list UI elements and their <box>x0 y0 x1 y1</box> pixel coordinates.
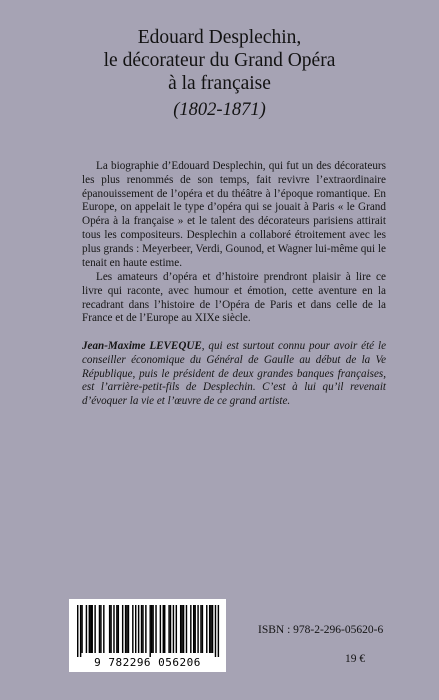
barcode-bar <box>151 605 152 653</box>
barcode-bar <box>212 605 213 653</box>
barcode-bar <box>138 605 139 653</box>
description-paragraph-2 <box>82 271 386 326</box>
description-text-2: Les amateurs d’opéra et d’histoire prendront plaisir à lire ce livre qui raconte, avec humour et émotion, cette aventure en la recadrant dans l’histoire de l’Opéra de Paris et dans celle de la France et de l’Europe au XIXe siècle. <box>82 271 386 325</box>
barcode-bar <box>180 605 181 653</box>
barcode-bar <box>190 605 191 653</box>
barcode-bar <box>125 605 126 653</box>
barcode-bar <box>150 605 151 657</box>
barcode-bar <box>109 605 110 653</box>
barcode-bar <box>183 605 184 653</box>
title-dates: (1802-1871) <box>173 100 266 120</box>
barcode-bar <box>100 605 101 653</box>
barcode-bar <box>200 605 201 653</box>
barcode-bar <box>206 605 207 653</box>
barcode-digits: 9 782296 056206 <box>94 656 201 669</box>
barcode-bar <box>116 605 117 653</box>
barcode-bar <box>113 605 114 653</box>
barcode-bar <box>132 605 133 653</box>
barcode-bar <box>89 605 90 653</box>
description-text-1: La biographie d’Edouard Desplechin, qui fut un des décorateurs les plus renommés de son temps, fait revivre l’extraordinaire épanouissement de l’opéra et du théâtre à l’époque romantique. En Europe, on appelait le type d’opéra qui se jouait à Paris « le Grand Opéra à la française » et le talent des décorateurs parisiens attirait tous les compositeurs. Desplechin a collaboré étroitement avec les plus grands : Meyerbeer, Verdi, Gounod, et Wagner lui-même qui le tenait en haute estime. <box>82 160 386 269</box>
barcode-bar <box>118 605 119 653</box>
title-line-1: Edouard Desplechin, <box>137 27 302 48</box>
price: 19 € <box>345 653 366 665</box>
barcode-bar <box>86 605 87 653</box>
barcode-bar <box>181 605 182 653</box>
barcode-bar <box>163 605 164 653</box>
barcode-bar <box>94 605 95 653</box>
barcode-bar <box>210 605 211 653</box>
barcode-bar <box>126 605 127 653</box>
barcode-bar <box>176 605 177 653</box>
barcode-bar <box>122 605 123 653</box>
author-bio: , qui est surtout connu pour avoir été le conseiller économique du Général de Gaulle au début de la Ve République, puis le président de deux grandes banques françaises, est l’arrière-petit-fils de Desplechin. C’est à lui qu’il revenait d’évoquer la vie et l’œuvre de ce grand artiste. <box>82 340 386 408</box>
barcode-bar <box>81 605 82 653</box>
isbn-number: ISBN : 978-2-296-05620-6 <box>258 624 384 636</box>
barcode-bar <box>186 605 187 653</box>
barcode-bar <box>194 605 195 653</box>
barcode-bar <box>145 605 146 653</box>
author-name: Jean-Maxime LEVEQUE <box>82 340 202 352</box>
barcode-bar <box>218 605 219 657</box>
barcode-bar <box>160 605 161 653</box>
barcode-bar <box>164 605 165 653</box>
barcode-bar <box>135 605 136 653</box>
title-line-3: à la française <box>168 73 271 94</box>
barcode-bar <box>168 605 169 653</box>
barcode-bar <box>155 605 156 653</box>
title-line-2: le décorateur du Grand Opéra <box>103 50 336 71</box>
barcode-bar <box>128 605 129 653</box>
barcode-bar <box>103 605 104 653</box>
barcode-bar <box>197 605 198 653</box>
barcode-bars <box>69 599 226 657</box>
barcode-bar <box>110 605 111 653</box>
barcode-bar <box>173 605 174 653</box>
barcode-bar <box>215 605 216 657</box>
barcode-bar <box>80 605 81 657</box>
barcode-bar <box>77 605 78 657</box>
author-paragraph <box>82 340 386 409</box>
barcode-bar <box>142 605 143 653</box>
barcode-bar <box>209 605 210 653</box>
barcode <box>69 599 226 672</box>
barcode-bar <box>92 605 93 653</box>
barcode-bar <box>193 605 194 653</box>
title-block <box>0 26 439 121</box>
barcode-bar <box>90 605 91 653</box>
description-paragraph-1 <box>82 160 386 270</box>
barcode-bar <box>141 605 142 653</box>
barcode-bar <box>152 605 153 653</box>
barcode-bar <box>170 605 171 653</box>
barcode-bar <box>202 605 203 653</box>
barcode-bar <box>99 605 100 653</box>
